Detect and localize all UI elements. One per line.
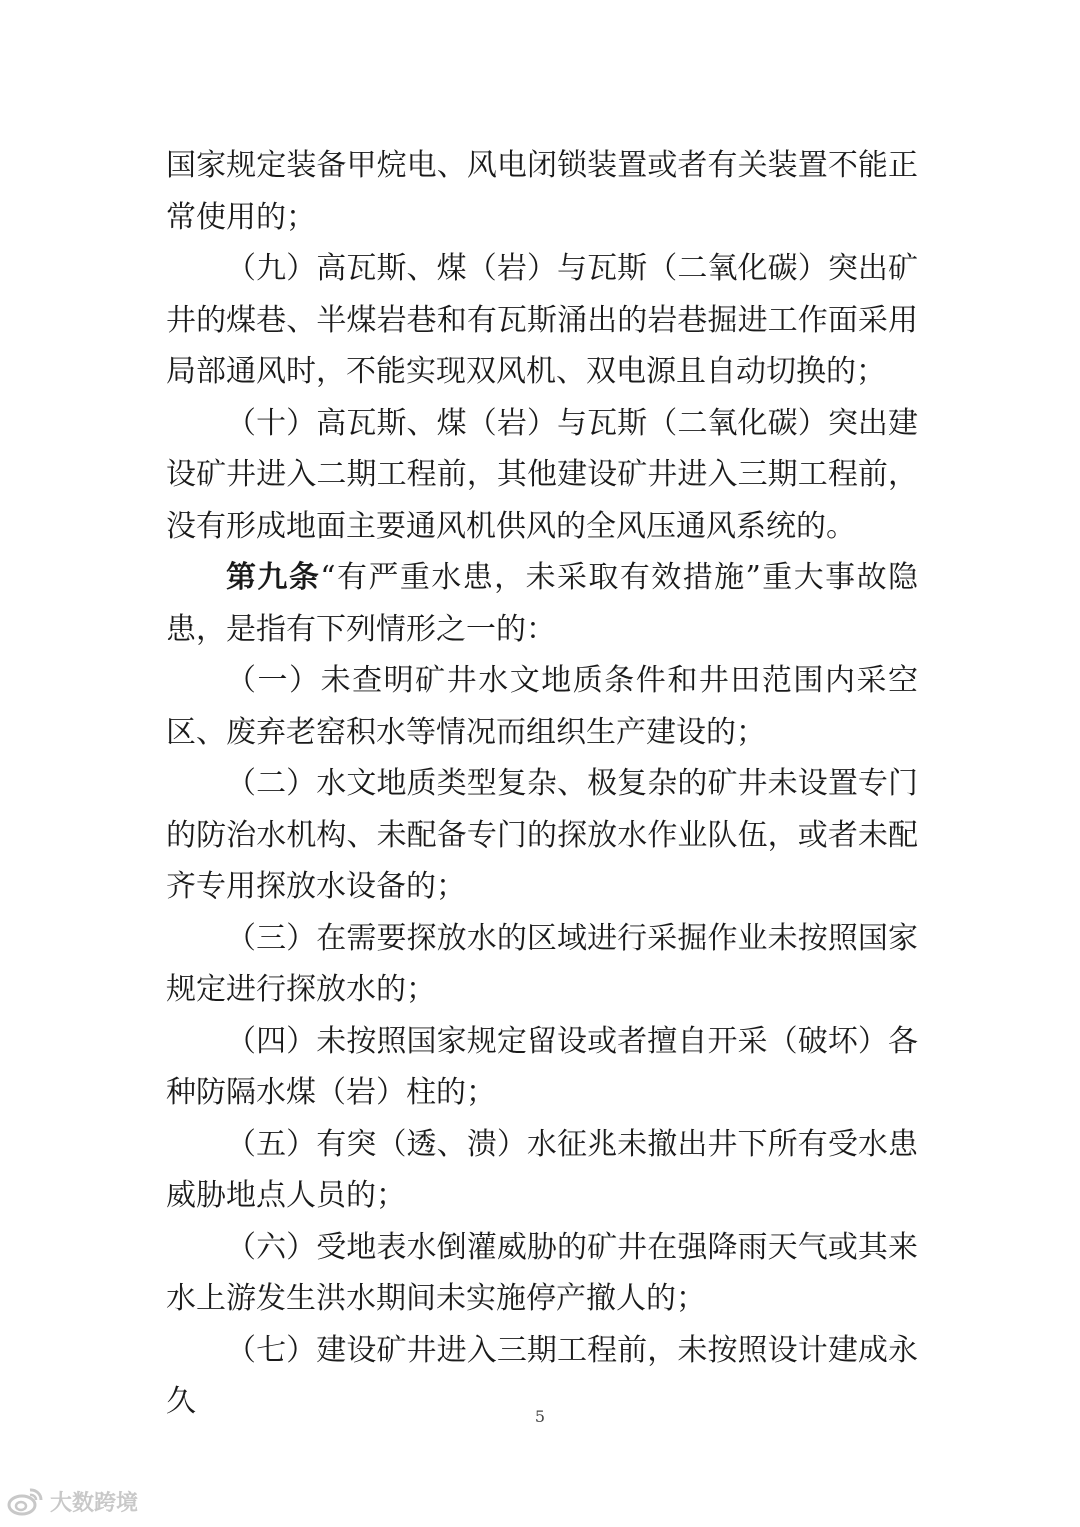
article-title: 第九条 xyxy=(226,560,321,595)
watermark-text: 大数跨境 xyxy=(50,1490,139,1516)
list-item: （二）水文地质类型复杂、极复杂的矿井未设置专门的防治水机构、未配备专门的探放水作业队伍，或者未配齐专用探放水设备的； xyxy=(166,766,918,904)
watermark xyxy=(6,1484,138,1518)
document-body xyxy=(166,140,918,1428)
page-number: 5 xyxy=(534,1407,546,1426)
article-nine xyxy=(166,552,918,655)
article-text: “有严重水患，未采取有效措施”重大事故隐患，是指有下列情形之一的： xyxy=(166,560,918,647)
list-item: （四）未按照国家规定留设或者擅自开采（破坏）各种防隔水煤（岩）柱的； xyxy=(166,1023,918,1110)
paragraph-item-10: （十）高瓦斯、煤（岩）与瓦斯（二氧化碳）突出建设矿井进入二期工程前，其他建设矿井进入三期工程前，没有形成地面主要通风机供风的全风压通风系统的。 xyxy=(166,405,918,544)
paragraph-item-9: （九）高瓦斯、煤（岩）与瓦斯（二氧化碳）突出矿井的煤巷、半煤岩巷和有瓦斯涌出的岩巷掘进工作面采用局部通风时，不能实现双风机、双电源且自动切换的； xyxy=(166,251,918,389)
list-item: （三）在需要探放水的区域进行采掘作业未按照国家规定进行探放水的； xyxy=(166,920,918,1007)
weibo-logo-icon xyxy=(6,1486,44,1516)
list-item: （六）受地表水倒灌威胁的矿井在强降雨天气或其来水上游发生洪水期间未实施停产撤人的； xyxy=(166,1229,918,1316)
list-item: （七）建设矿井进入三期工程前，未按照设计建成永久 xyxy=(166,1332,918,1419)
list-item: （五）有突（透、溃）水征兆未撤出井下所有受水患威胁地点人员的； xyxy=(166,1126,918,1213)
list-item: （一）未查明矿井水文地质条件和井田范围内采空区、废弃老窑积水等情况而组织生产建设的； xyxy=(166,663,918,750)
paragraph-continuation: 国家规定装备甲烷电、风电闭锁装置或者有关装置不能正常使用的； xyxy=(166,148,918,235)
